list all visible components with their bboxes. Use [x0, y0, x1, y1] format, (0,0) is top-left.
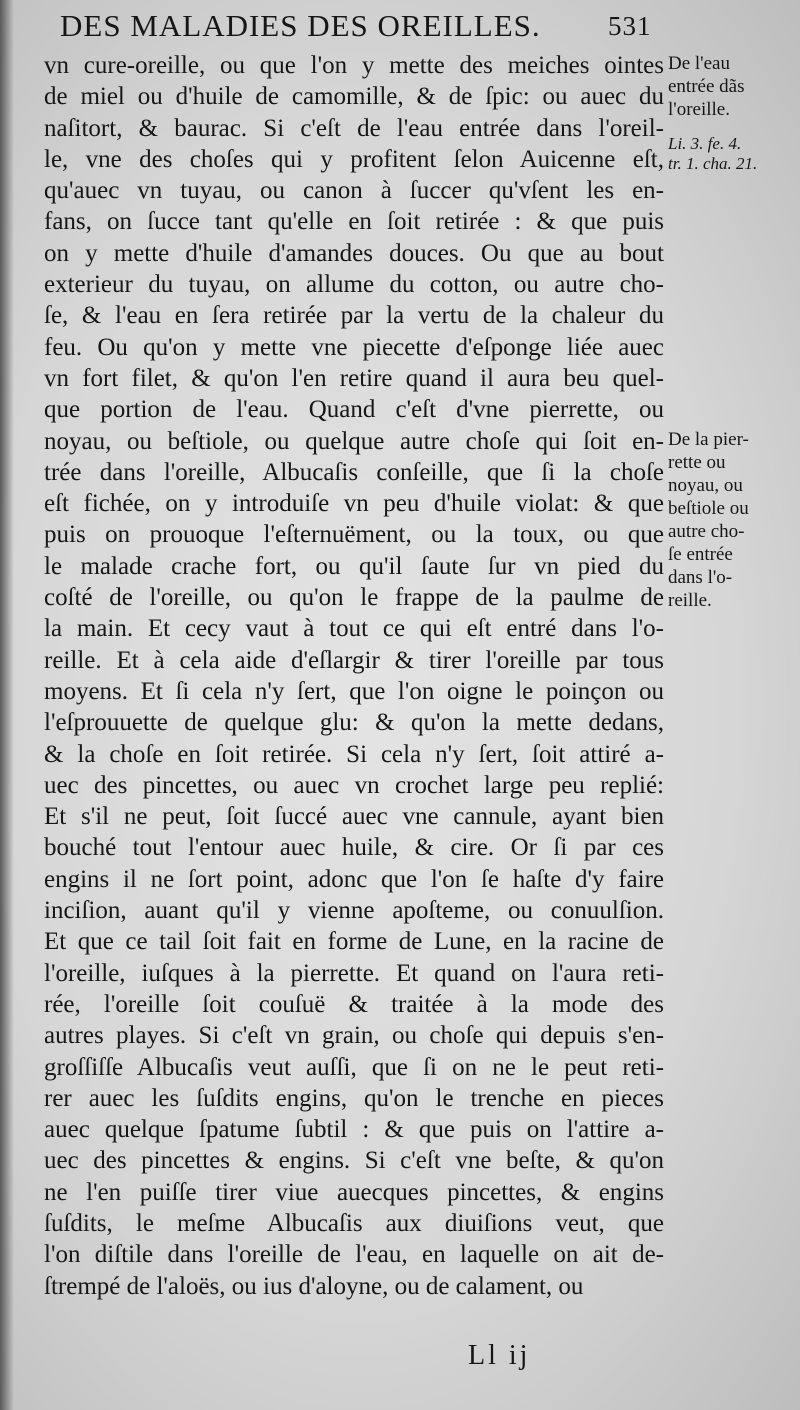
body-text [44, 50, 664, 1302]
text-line: bouché tout l'entour auec huile, & cire. Or ſi par ces [44, 834, 664, 862]
text-line: que portion de l'eau. Quand c'eſt d'vne pierrette, ou [44, 396, 664, 424]
text-line: moyens. Et ſi cela n'y ſert, que l'on oigne le poinçon ou [44, 677, 664, 705]
text-line: vn cure-oreille, ou que l'on y mette des meiches ointes [44, 52, 664, 79]
text-line: exterieur du tuyau, on allume du cotton, ou autre cho- [44, 271, 664, 299]
text-line: rer auec les ſuſdits engins, qu'on le trenche en pieces [44, 1084, 664, 1112]
gutter-shadow [0, 0, 14, 1410]
text-line: groſſiſſe Albucaſis veut auſſi, que ſi on ne le peut reti- [44, 1053, 664, 1081]
text-line: l'oreille, iuſques à la pierrette. Et quand on l'aura reti- [44, 959, 664, 987]
text-line: feu. Ou qu'on y mette vne piecette d'eſponge liée auec [44, 333, 664, 361]
text-line: engins il ne ſort point, adonc que l'on ſe haſte d'y faire [44, 865, 664, 893]
running-head-title: DES MALADIES DES OREILLES. [60, 8, 541, 43]
text-line: naſitort, & baurac. Si c'eſt de l'eau entrée dans l'oreil- [44, 114, 664, 142]
text-line: qu'auec vn tuyau, ou canon à ſuccer qu'vſent les en- [44, 177, 664, 205]
text-line: l'on diſtile dans l'oreille de l'eau, en laquelle on ait de- [44, 1241, 664, 1269]
text-line: la main. Et cecy vaut à tout ce qui eſt entré dans l'o- [44, 615, 664, 643]
text-line: l'eſprouuette de quelque glu: & qu'on la mette dedans, [44, 709, 664, 737]
text-line: reille. Et à cela aide d'eſlargir & tirer l'oreille par tous [44, 646, 664, 674]
margin-note-line: tr. 1. cha. 21. [668, 154, 758, 173]
text-line: le, vne des choſes qui y profitent ſelon Auicenne eſt, [44, 145, 664, 173]
text-line: coſté de l'oreille, ou qu'on le frappe de la paulme de [44, 584, 664, 612]
text-line: Et que ce tail ſoit fait en forme de Lune, en la racine de [44, 928, 664, 956]
text-line: eſt fichée, on y introduiſe vn peu d'huile violat: & que [44, 490, 664, 518]
margin-note-line: autre cho- [668, 521, 745, 542]
margin-note-line: De l'eau [668, 53, 730, 74]
margin-note-line: entrée dãs [668, 76, 745, 97]
margin-note-stone [668, 428, 798, 612]
text-line: de miel ou d'huile de camomille, & de ſpic: ou auec du [44, 83, 664, 111]
margin-note-line: De la pier- [668, 429, 749, 450]
text-line: ſe, & l'eau en ſera retirée par la vertu de la chaleur du [44, 302, 664, 330]
text-line: fans, on ſucce tant qu'elle en ſoit retirée : & que puis [44, 208, 664, 236]
text-line: Et s'il ne peut, ſoit ſuccé auec vne cannule, ayant bien [44, 803, 664, 831]
margin-note-line: reille. [668, 590, 712, 611]
margin-note-line: rette ou [668, 452, 726, 473]
text-line: trée dans l'oreille, Albucaſis conſeille, que ſi la choſe [44, 458, 664, 486]
margin-note-line: l'oreille. [668, 99, 730, 120]
text-line: autres playes. Si c'eſt vn grain, ou choſe qui depuis s'en- [44, 1022, 664, 1050]
text-line: inciſion, auant qu'il y vienne apoſteme, ou conuulſion. [44, 897, 664, 925]
text-line: & la choſe en ſoit retirée. Si cela n'y ſert, ſoit attiré a- [44, 740, 664, 768]
margin-note-line: Li. 3. fe. 4. [668, 134, 742, 153]
page-number: 531 [608, 11, 652, 41]
margin-note-reference [668, 134, 798, 174]
margin-note-line: dans l'o- [668, 567, 733, 588]
text-line: uec des pincettes, ou auec vn crochet large peu replié: [44, 771, 664, 799]
text-line: ſtrempé de l'aloës, ou ius d'aloyne, ou de calament, ou [44, 1272, 584, 1300]
text-line: puis on prouoque l'eſternuëment, ou la toux, ou que [44, 521, 664, 549]
text-line: auec quelque ſpatume ſubtil : & que puis on l'attire a- [44, 1116, 664, 1144]
text-line: ſuſdits, le meſme Albucaſis aux diuiſions veut, que [44, 1209, 664, 1237]
margin-note-line: noyau, ou [668, 475, 743, 496]
text-line: rée, l'oreille ſoit couſuë & traitée à la mode des [44, 990, 664, 1018]
text-line: vn fort filet, & qu'on l'en retire quand il aura beu quel- [44, 364, 664, 392]
signature-mark: Ll ij [468, 1340, 531, 1371]
margin-note-line: ſe entrée [668, 544, 733, 565]
text-line: uec des pincettes & engins. Si c'eſt vne beſte, & qu'on [44, 1147, 664, 1175]
text-line: ne l'en puiſſe tirer viue auecques pincettes, & engins [44, 1178, 664, 1206]
text-line: on y mette d'huile d'amandes douces. Ou que au bout [44, 239, 664, 267]
text-line: le malade crache fort, ou qu'il ſaute ſur vn pied du [44, 552, 664, 580]
text-line: noyau, ou beſtiole, ou quelque autre choſe qui ſoit en- [44, 427, 664, 455]
margin-note-water [668, 52, 798, 121]
margin-note-line: beſtiole ou [668, 498, 749, 519]
running-head [60, 4, 800, 48]
